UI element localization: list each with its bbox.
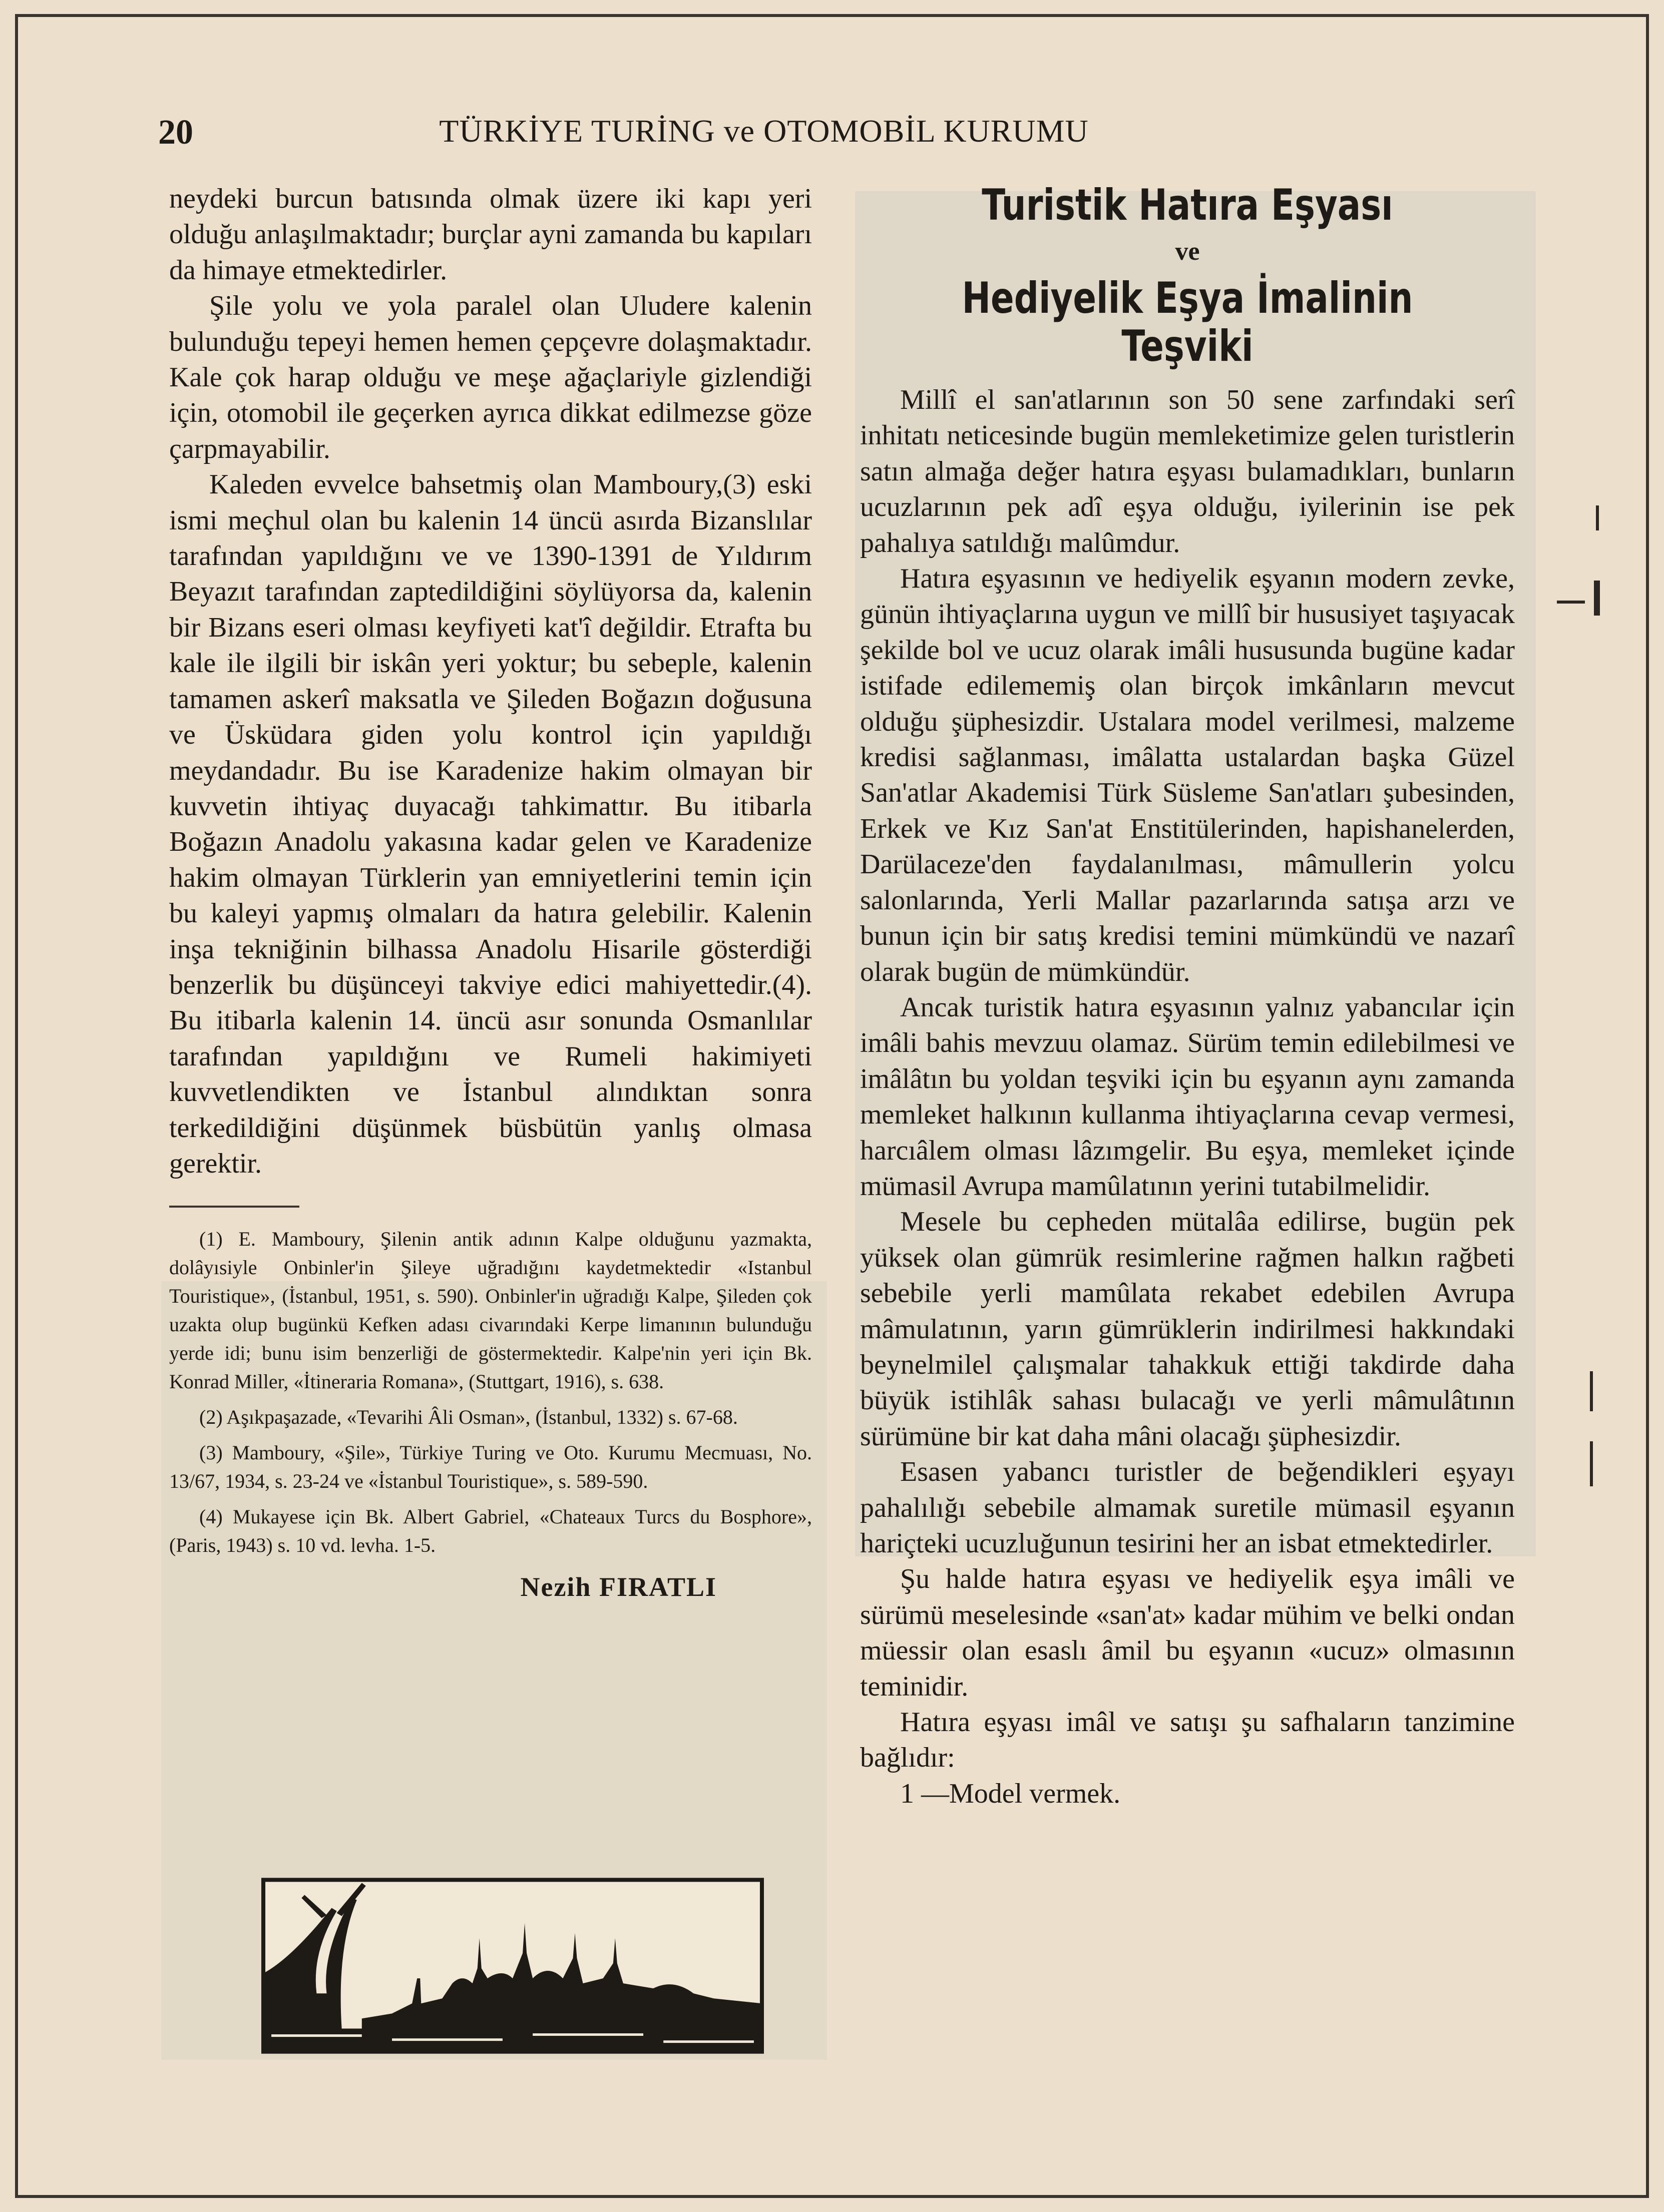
footnote: (2) Aşıkpaşazade, «Tevarihi Âli Osman», (İstanbul, 1332) s. 67-68. <box>199 1406 738 1429</box>
right-paragraph: Esasen yabancı turistler de beğendikleri eşyayı pahalılığı sebebile almamak suretile mümasil eşyanın hariçteki ucuzluğunun tesirini her an isbat etmektedirler. <box>860 1456 1515 1559</box>
footnote-divider <box>169 1206 299 1208</box>
page-number: 20 <box>158 113 193 152</box>
right-paragraph: Hatıra eşyasının ve hediyelik eşyanın modern zevke, günün ihtiyaçlarına uygun ve millî bir hususiyet taşıyacak şekilde bol ve ucuz olarak imâli hususunda bugüne kadar istifade edilememiş olan birçok imkânların mevcut olduğu şüphesizdir. Ustalara model verilmesi, malzeme kredisi sağlanması, imâlatta ustalardan başka Güzel San'atlar Akademisi Türk Süsleme San'atları şubesinden, Erkek ve Kız San'at Enstitülerinden, hapishanelerden, Darülaceze'den faydalanılması, mâmullerin yolcu salonlarında, Yerli Mallar pazarlarında satışa arzı ve bunun için bir satış kredisi temini mümkündü ve nazarî olarak bugün de mümkündür. <box>860 563 1515 987</box>
left-paragraph: Kaleden evvelce bahsetmiş olan Mamboury,(3) eski ismi meçhul olan bu kalenin 14 üncü asırda Bizanslılar tarafından yapıldığını ve ve 1390-1391 de Yıldırım Beyazıt tarafından zaptedildiğini söylüyorsa da, kalenin bir Bizans eseri olması keyfiyeti kat'î değildir. Etrafta bu kale ile ilgili bir iskân yeri yoktur; bu sebeple, kalenin tamamen askerî maksatla ve Şileden Boğazın doğusuna ve Üsküdara giden yolu kontrol için yapıldığı meydandadır. Bu ise Karadenize hakim olmayan bir kuvvetin ihtiyaç duyacağı tahkimattır. Bu itibarla Boğazın Anadolu yakasına kadar gelen ve Karadenize hakim olmayan Türklerin yan emniyetlerini temin için bu kaleyi yapmış olmaları da hatıra gelebilir. Kalenin inşa tekniğinin bilhassa Anadolu Hisarile gösterdiği benzerlik bu düşünceyi takviye edici mahiyettedir.(4). Bu itibarla kalenin 14. üncü asır sonunda Osmanlılar tarafından yapıldığını ve Rumeli hakimiyeti kuvvetlendikten ve İstanbul alındıktan sonra terkedildiğini düşünmek büsbütün yanlış olmasa gerektir. <box>169 469 812 1179</box>
right-paragraph: Mesele bu cepheden mütalâa edilirse, bugün pek yüksek olan gümrük resimlerine rağmen halkın rağbeti sebebile yerli mamûlata rekabet edebilen Avrupa mâmulatının, yarın gümrüklerin indirilmesi hakkındaki beynelmilel çalışmalar tahakkuk ettiği takdirde daha büyük istihlâk sahası bulacağı ve yerli mâmulâtının sürümüne bir kat daha mâni olacağı şüphesizdir. <box>860 1206 1515 1452</box>
author-signature: Nezih FIRATLI <box>520 1572 717 1602</box>
right-paragraph: Şu halde hatıra eşyası ve hediyelik eşya imâli ve sürümü meselesinde «san'at» kadar mühim ve belki ondan müessir olan esaslı âmil bu eşyanın «ucuz» olmasının teminidir. <box>860 1563 1515 1702</box>
right-paragraph: 1 —Model vermek. <box>900 1778 1121 1809</box>
running-title: TÜRKİYE TURİNG ve OTOMOBİL KURUMU <box>439 113 1089 149</box>
right-paragraph: Ancak turistik hatıra eşyasının yalnız yabancılar için imâli bahis mevzuu olamaz. Sürüm temin edilebilmesi ve imâlâtın bu yoldan teşviki için bu eşyanın aynı zamanda memleket halkının kullanma ihtiyaçlarına cevap vermesi, harcıâlem olması lâzımgelir. Bu eşya, memleket içinde mümasil Avrupa mamûlatının yerini tutabilmelidir. <box>860 991 1515 1202</box>
article-title-line1: Turistik Hatıra Eşyası <box>982 180 1393 230</box>
footnote: (4) Mukayese için Bk. Albert Gabriel, «Chateaux Turcs du Bosphore», (Paris, 1943) s. 10 vd. levha. 1-5. <box>169 1505 812 1557</box>
binding-mark <box>1596 505 1599 530</box>
footnote: (1) E. Mamboury, Şilenin antik adının Kalpe olduğunu yazmakta, dolâyısiyle Onbinler'in Şileye uğradığını kaydetmektedir «Istanbul Touristique», (İstanbul, 1951, s. 590). Onbinler'in uğradığı Kalpe, Şileden çok uzakta olup bugünkü Kefken adası civarındaki Kerpe limanının bulunduğu yerde idi; bunu isim benzerliği de göstermektedir. Kalpe'nin yeri için Bk. Konrad Miller, «İtineraria Romana», (Stuttgart, 1916), s. 638. <box>169 1228 812 1393</box>
left-paragraph: Şile yolu ve yola paralel olan Uludere kalenin bulunduğu tepeyi hemen hemen çepçevre dolaşmaktadır. Kale çok harap olduğu ve meşe ağaçlariyle gizlendiği için, otomobil ile geçerken ayrıca dikkat edilmezse göze çarpmayabilir. <box>169 290 812 464</box>
binding-mark <box>1594 581 1600 616</box>
article-title-line2: Hediyelik Eşya İmalinin Teşviki <box>962 273 1413 371</box>
binding-mark <box>1557 601 1585 604</box>
right-paragraph: Millî el san'atlarının son 50 sene zarfındaki serî inhitatı neticesinde bugün memleketimize gelen turistlerin satın almağa değer hatıra eşyası bulamadıkları, bunların ucuzlarının pek adî eşya olduğu, iyilerinin ise pek pahalıya satıldığı malûmdur. <box>860 384 1515 559</box>
footnotes <box>169 1225 812 1559</box>
left-paragraph: neydeki burcun batısında olmak üzere iki kapı yeri olduğu anlaşılmaktadır; burçlar ayni zamanda bu kapıları da himaye etmektedirler. <box>169 183 812 286</box>
right-column <box>860 181 1515 1812</box>
right-paragraph: Hatıra eşyası imâl ve satışı şu safhaların tanzimine bağlıdır: <box>860 1707 1515 1774</box>
article-title-conjunction: ve <box>1175 237 1200 266</box>
footnote: (3) Mamboury, «Şile», Türkiye Turing ve Oto. Kurumu Mecmuası, No. 13/67, 1934, s. 23-24 ve «İstanbul Touristique», s. 589-590. <box>169 1441 812 1493</box>
istanbul-skyline-vignette-icon <box>261 1878 764 2054</box>
left-column <box>169 181 812 1605</box>
binding-mark <box>1590 1441 1593 1486</box>
binding-mark <box>1590 1371 1593 1411</box>
